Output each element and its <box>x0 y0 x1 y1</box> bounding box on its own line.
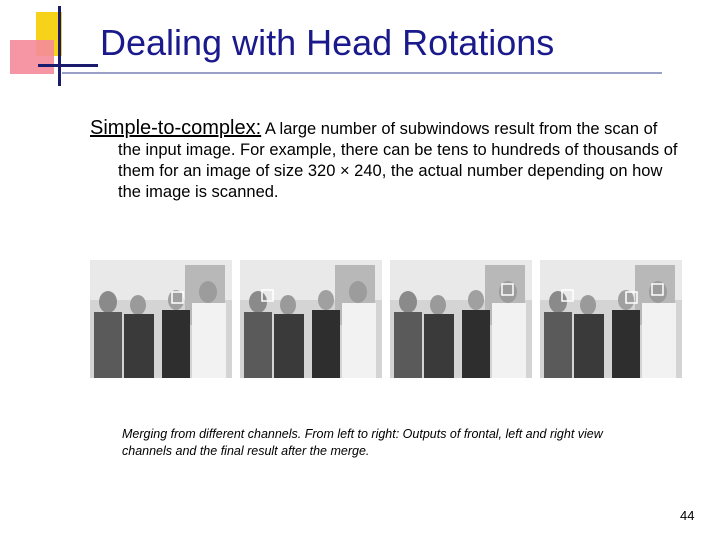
title-underline <box>62 72 662 74</box>
photo-left-channel <box>240 260 382 378</box>
title-decoration <box>0 0 100 92</box>
photo-frontal-channel <box>90 260 232 378</box>
photo-right-channel <box>390 260 532 378</box>
body-term: Simple-to-complex: <box>90 117 262 139</box>
figure-caption: Merging from different channels. From left to right: Outputs of frontal, left and right view channels and the final result after the merge. <box>122 427 603 458</box>
page-number: 44 <box>680 508 695 523</box>
body-paragraph <box>90 118 678 203</box>
body-text: A large number of subwindows result from the scan of the input image. For example, there can be tens to hundreds of thousands of them for an image of size 320 × 240, the actual number depending on how the image is scanned. <box>118 120 678 201</box>
slide-title: Dealing with Head Rotations <box>100 22 555 63</box>
photo-merged-result <box>540 260 682 378</box>
